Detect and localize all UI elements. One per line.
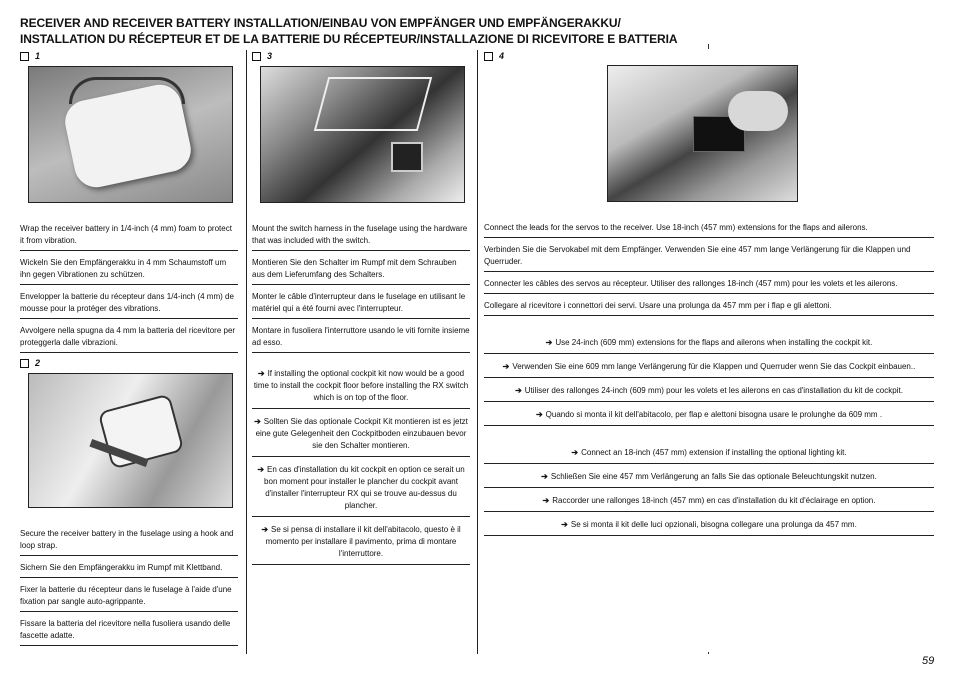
step-number: 4 (499, 51, 505, 61)
step-4-lighting-tips (484, 444, 934, 536)
checkbox-icon[interactable] (20, 52, 29, 61)
step-1-text (20, 221, 238, 353)
step-4-label (484, 50, 934, 62)
step-2-photo (28, 373, 233, 508)
paragraph-text: Monter le câble d'interrupteur dans le fuselage en utilisant le matériel qui a été fourni avec l'interrupteur. (252, 292, 466, 313)
wire-lead-image (69, 77, 185, 104)
paragraph-text: If installing the optional cockpit kit now would be a good time to install the cockpit floor before installing the RX switch which is on top of the floor. (253, 369, 469, 402)
paragraph-2 (484, 242, 934, 272)
crop-mark-bottom (708, 652, 709, 654)
paragraph-text: Secure the receiver battery in the fuselage using a hook and loop strap. (20, 529, 234, 550)
arrow-icon: ➔ (257, 465, 265, 474)
hand-image (728, 91, 788, 131)
crop-mark-top (708, 44, 709, 49)
paragraph-text: Raccorder une rallonges 18-inch (457 mm) en cas d'installation du kit d'éclairage en option. (552, 496, 876, 505)
tip-2 (484, 358, 934, 378)
paragraph-4 (252, 323, 470, 353)
paragraph-4 (20, 616, 238, 646)
title-line-2: INSTALLATION DU RÉCEPTEUR ET DE LA BATTERIE DU RÉCEPTEUR/INSTALLAZIONE DI RICEVITORE E BATTERIA (20, 32, 678, 46)
paragraph-text: Connect the leads for the servos to the receiver. Use 18-inch (457 mm) extensions for the flaps and ailerons. (484, 223, 868, 232)
step-1-photo (28, 66, 233, 203)
tip-4 (252, 521, 470, 565)
paragraph-3 (484, 276, 934, 294)
paragraph-text: Quando si monta il kit dell'abitacolo, per flap e alettoni bisogna usare le prolunghe da 609 mm . (545, 410, 883, 419)
step-4-photo (607, 65, 798, 202)
checkbox-icon[interactable] (252, 52, 261, 61)
paragraph-text: Montieren Sie den Schalter im Rumpf mit dem Schrauben aus dem Lieferumfang des Schalters. (252, 258, 457, 279)
paragraph-4 (484, 298, 934, 316)
column-divider-2 (477, 50, 478, 654)
checkbox-icon[interactable] (20, 359, 29, 368)
paragraph-1 (20, 221, 238, 251)
arrow-icon: ➔ (257, 369, 265, 378)
checkbox-icon[interactable] (484, 52, 493, 61)
arrow-icon: ➔ (515, 386, 522, 395)
paragraph-text: Verwenden Sie eine 609 mm lange Verlängerung für die Klappen und Querruder wenn Sie das Cockpit einbauen.. (512, 362, 916, 371)
paragraph-text: En cas d'installation du kit cockpit en option ce serait un bon moment pour installer le plancher du cockpit avant d'installer l'interrupteur RX qui se trouve au-dessus du plancher. (264, 465, 465, 510)
arrow-icon: ➔ (545, 338, 553, 347)
paragraph-1 (252, 221, 470, 251)
paragraph-2 (20, 560, 238, 578)
tray-image (314, 77, 432, 131)
paragraph-3 (20, 582, 238, 612)
paragraph-text: Envelopper la batterie du récepteur dans 1/4-inch (4 mm) de mousse pour la protéger des vibrations. (20, 292, 234, 313)
step-4-cockpit-tips (484, 334, 934, 426)
paragraph-1 (484, 220, 934, 238)
column-3 (484, 50, 934, 540)
arrow-icon: ➔ (254, 417, 261, 426)
page-title (20, 15, 920, 47)
title-line-1: RECEIVER AND RECEIVER BATTERY INSTALLATION/EINBAU VON EMPFÄNGER UND EMPFÄNGERAKKU/ (20, 16, 621, 30)
paragraph-text: Connecter les câbles des servos au récepteur. Utiliser des rallonges 18-inch (457 mm) pour les volets et les ailerons. (484, 279, 898, 288)
paragraph-3 (252, 289, 470, 319)
paragraph-text: Verbinden Sie die Servokabel mit dem Empfänger. Verwenden Sie eine 457 mm lange Verlängerung für die Klappen und Querruder. (484, 245, 911, 266)
arrow-icon: ➔ (535, 410, 543, 419)
arrow-icon: ➔ (261, 525, 269, 534)
paragraph-text: Wrap the receiver battery in 1/4-inch (4 mm) foam to protect it from vibration. (20, 224, 232, 245)
paragraph-2 (20, 255, 238, 285)
step-1-label (20, 50, 238, 62)
step-number: 2 (35, 358, 41, 368)
step-number: 1 (35, 51, 41, 61)
paragraph-text: Fixer la batterie du récepteur dans le fuselage à l'aide d'une fixation par sangle auto-agrippante. (20, 585, 232, 606)
step-2-text (20, 526, 238, 646)
step-3-label (252, 50, 470, 62)
paragraph-1 (20, 526, 238, 556)
paragraph-text: Collegare al ricevitore i connettori dei servi. Usare una prolunga da 457 mm per i flap e gli alettoni. (484, 301, 832, 310)
tip-3 (484, 492, 934, 512)
paragraph-text: Sichern Sie den Empfängerakku im Rumpf mit Klettband. (20, 563, 223, 572)
arrow-icon: ➔ (541, 472, 548, 481)
paragraph-text: Wickeln Sie den Empfängerakku in 4 mm Schaumstoff um ihn gegen Vibrationen zu schützen. (20, 258, 227, 279)
tip-4 (484, 516, 934, 536)
arrow-icon: ➔ (561, 520, 568, 529)
page-number: 59 (922, 655, 935, 667)
paragraph-text: Utiliser des rallonges 24-inch (609 mm) pour les volets et les ailerons en cas d'installation du kit de cockpit. (524, 386, 903, 395)
tip-4 (484, 406, 934, 426)
tip-3 (484, 382, 934, 402)
step-4-text (484, 220, 934, 316)
paragraph-2 (252, 255, 470, 285)
tip-1 (484, 334, 934, 354)
column-1 (20, 50, 238, 650)
paragraph-4 (20, 323, 238, 353)
arrow-icon: ➔ (571, 448, 579, 457)
arrow-icon: ➔ (502, 362, 510, 371)
paragraph-3 (20, 289, 238, 319)
tip-1 (252, 365, 470, 409)
switch-image (391, 142, 423, 172)
paragraph-text: Sollten Sie das optionale Cockpit Kit montieren ist es jetzt eine gute Gelegenheit den Cockpitboden einzubauen bevor sie den Schalter montieren. (255, 417, 468, 450)
tip-2 (252, 413, 470, 457)
tip-1 (484, 444, 934, 464)
step-3-text (252, 221, 470, 353)
paragraph-text: Montare in fusoliera l'interruttore usando le viti fornite insieme ad esso. (252, 326, 470, 347)
paragraph-text: Avvolgere nella spugna da 4 mm la batteria del ricevitore per proteggerla dalle vibrazioni. (20, 326, 236, 347)
paragraph-text: Se si monta il kit delle luci opzionali, bisogna collegare una prolunga da 457 mm. (570, 520, 857, 529)
paragraph-text: Connect an 18-inch (457 mm) extension if installing the optional lighting kit. (581, 448, 847, 457)
tip-3 (252, 461, 470, 517)
paragraph-text: Mount the switch harness in the fuselage using the hardware that was included with the switch. (252, 224, 468, 245)
paragraph-text: Use 24-inch (609 mm) extensions for the flaps and ailerons when installing the cockpit kit. (555, 338, 873, 347)
column-2 (252, 50, 470, 569)
paragraph-text: Se si pensa di installare il kit dell'abitacolo, questo è il momento per installare il pavimento, prima di montare l'interruttore. (265, 525, 461, 558)
step-3-photo (260, 66, 465, 203)
paragraph-text: Schließen Sie eine 457 mm Verlängerung an falls Sie das optionale Beleuchtungskit nutzen. (550, 472, 877, 481)
arrow-icon: ➔ (542, 496, 550, 505)
tip-2 (484, 468, 934, 488)
step-number: 3 (267, 51, 273, 61)
paragraph-text: Fissare la batteria del ricevitore nella fusoliera usando delle fascette adatte. (20, 619, 231, 640)
step-2-label (20, 357, 238, 369)
step-3-tips (252, 365, 470, 565)
column-divider-1 (246, 50, 247, 654)
